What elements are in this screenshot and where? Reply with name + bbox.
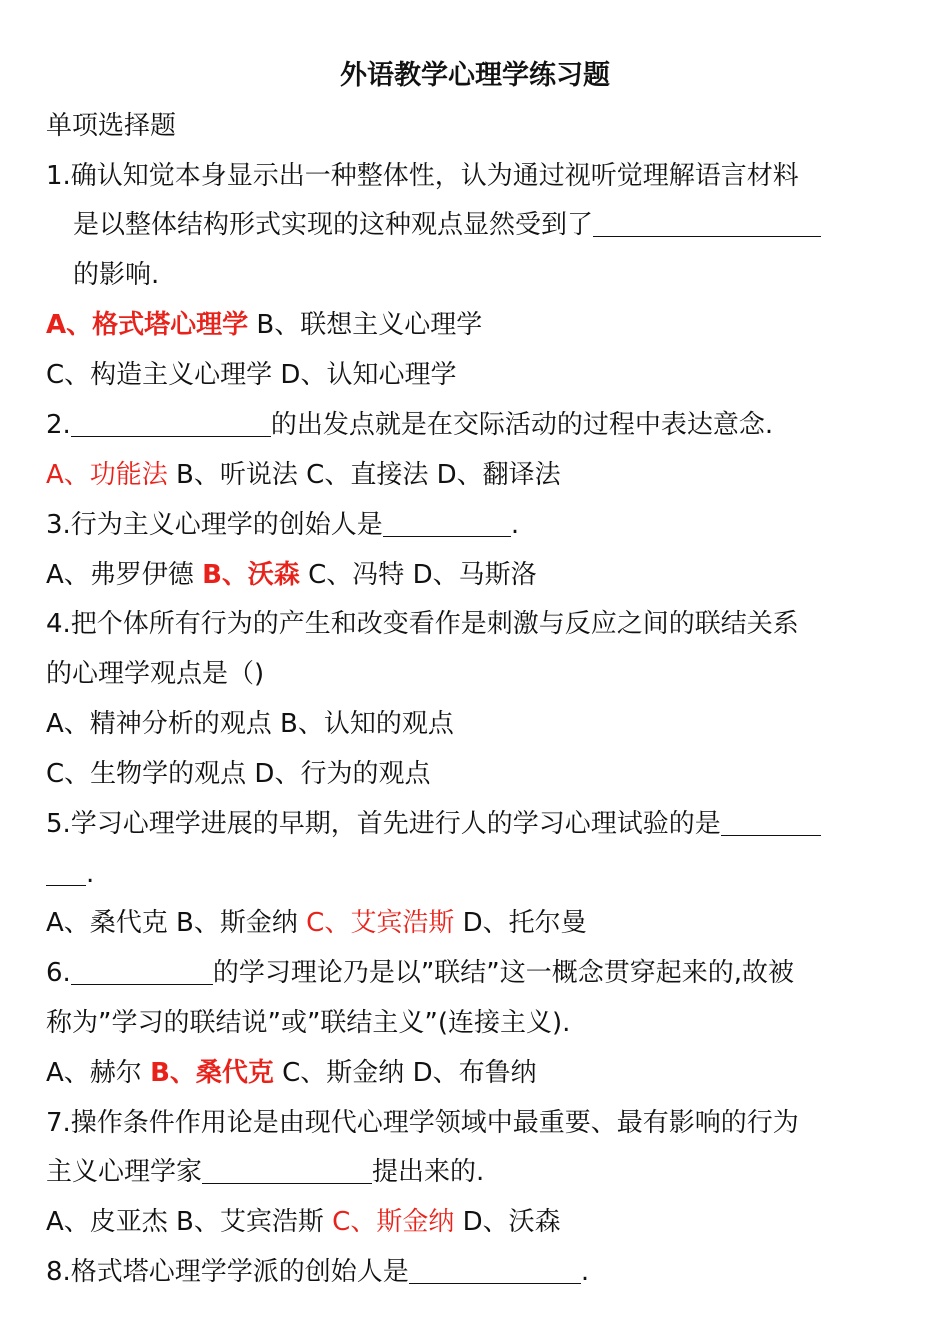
option-c: C、生物学的观点 (46, 759, 247, 789)
question-8-text: 8.格式塔心理学学派的创始人是 . (46, 1257, 590, 1287)
option-c: C、冯特 (299, 560, 405, 590)
answer-blank (409, 1255, 581, 1284)
question-6-text-cont: 称为”学习的联结说”或”联结主义”(连接主义). (46, 1008, 571, 1038)
option-c: C、构造主义心理学 (46, 360, 273, 390)
question-5-text: 5.学习心理学进展的早期，首先进行人的学习心理试验的是 (46, 804, 821, 844)
answer-blank (71, 956, 213, 985)
question-7-text-cont: 主义心理学家 提出来的. (46, 1157, 485, 1187)
answer-blank (71, 408, 271, 437)
answer-blank (202, 1155, 372, 1184)
question-1-options-row1 (46, 305, 482, 345)
option-d: D、托尔曼 (454, 908, 587, 938)
question-7-options (46, 1202, 561, 1242)
answer-blank (593, 208, 821, 237)
option-b-correct: B、沃森 (202, 560, 300, 590)
question-5-options (46, 903, 587, 943)
question-4-options-row2 (46, 754, 430, 794)
option-a: A、皮亚杰 (46, 1207, 168, 1237)
document-title: 外语教学心理学练习题 (340, 60, 610, 91)
question-6-options (46, 1053, 537, 1093)
question-5-text-cont: . (46, 854, 94, 894)
question-3-text: 3.行为主义心理学的创始人是 . (46, 510, 520, 540)
option-b: B、联想主义心理学 (248, 310, 483, 340)
option-a: A、弗罗伊德 (46, 560, 203, 590)
answer-blank-cont (46, 857, 86, 886)
question-4-text-cont: 的心理学观点是（) (46, 659, 265, 689)
option-d: D、马斯洛 (404, 560, 537, 590)
option-d: D、认知心理学 (272, 360, 457, 390)
answer-blank (383, 508, 511, 537)
question-4-text: 4.把个体所有行为的产生和改变看作是刺激与反应之间的联结关系 (46, 609, 799, 639)
question-7-text: 7.操作条件作用论是由现代心理学领域中最重要、最有影响的行为 (46, 1108, 799, 1138)
question-1-options-row2 (46, 355, 456, 395)
option-c-correct: C、艾宾浩斯 (306, 908, 455, 938)
question-2-text: 2. 的出发点就是在交际活动的过程中表达意念. (46, 410, 774, 440)
question-6-text: 6. 的学习理论乃是以”联结”这一概念贯穿起来的,故被 (46, 958, 795, 988)
option-a-correct: A、格式塔心理学 (46, 310, 249, 340)
question-3-options (46, 555, 537, 595)
option-a-correct: A、功能法 (46, 460, 168, 490)
option-d: D、翻译法 (428, 460, 561, 490)
option-b: B、斯金纳 (167, 908, 307, 938)
question-1-text: 1.确认知觉本身显示出一种整体性，认为通过视听觉理解语言材料 (46, 161, 799, 191)
option-a: A、桑代克 (46, 908, 168, 938)
option-b: B、认知的观点 (271, 709, 454, 739)
question-2-options (46, 455, 561, 495)
option-d: D、沃森 (454, 1207, 561, 1237)
option-b: B、听说法 (167, 460, 298, 490)
option-d: D、行为的观点 (246, 759, 431, 789)
answer-blank (721, 807, 821, 836)
option-c: C、斯金纳 (273, 1058, 405, 1088)
question-1-text-end: 的影响. (73, 260, 160, 290)
option-a: A、精神分析的观点 (46, 709, 272, 739)
option-b-correct: B、桑代克 (150, 1058, 274, 1088)
question-4-options-row1 (46, 704, 454, 744)
option-c: C、直接法 (297, 460, 429, 490)
question-1-text-cont: 是以整体结构形式实现的这种观点显然受到了 (73, 205, 821, 245)
option-b: B、艾宾浩斯 (167, 1207, 333, 1237)
section-heading: 单项选择题 (46, 111, 177, 141)
option-a: A、赫尔 (46, 1058, 151, 1088)
option-d: D、布鲁纳 (404, 1058, 537, 1088)
option-c-correct: C、斯金纳 (332, 1207, 455, 1237)
